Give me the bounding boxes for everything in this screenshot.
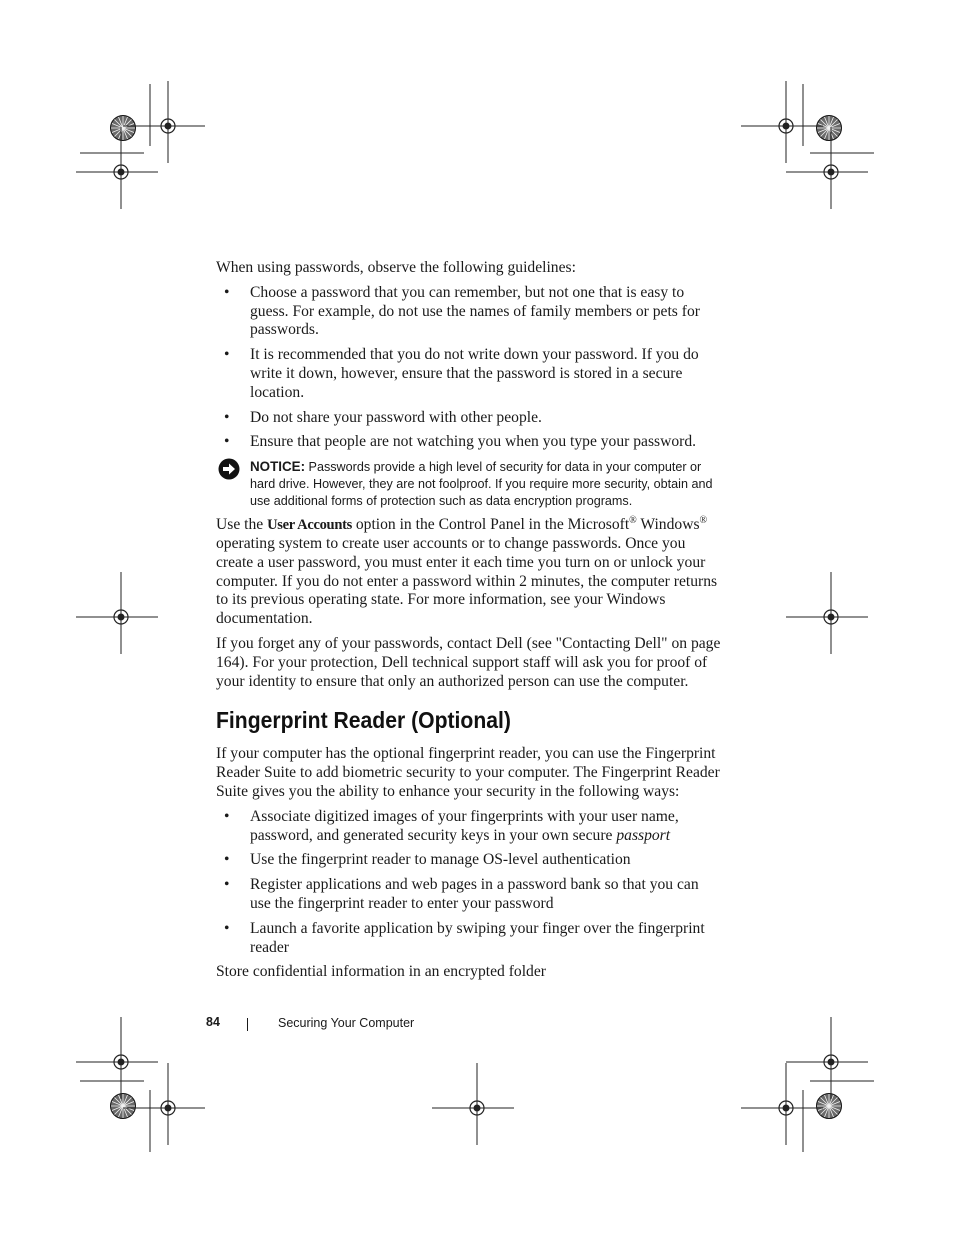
registered-mark: ® (629, 515, 637, 527)
crop-mark-bottom-right (741, 1017, 874, 1152)
list-item (216, 808, 722, 846)
crop-mark-mid-right (786, 572, 868, 654)
chapter-title: Securing Your Computer (278, 1016, 415, 1030)
fingerprint-features-list (216, 808, 722, 958)
registered-mark: ® (699, 515, 708, 527)
list-item: • Register applications and web pages in a password bank so that you can use the fingerprint reader to enter your password (216, 876, 722, 914)
notice-arrow-icon (218, 458, 240, 485)
crop-mark-top-left (76, 81, 205, 209)
text-run: Windows (636, 516, 700, 534)
forgot-password-paragraph: If you forget any of your passwords, contact Dell (see "Contacting Dell" on page 164). For your protection, Dell technical support staff will ask you for proof of your identity to ensure that only an authorized person can use the computer. (216, 634, 721, 690)
list-item: • Use the fingerprint reader to manage OS-level authentication (216, 851, 722, 870)
passport-term: passport (616, 826, 671, 844)
user-accounts-term: User Accounts (267, 517, 352, 534)
text-run: option in the Control Panel in the Microsoft (351, 516, 630, 534)
page-number: 84 (206, 1015, 220, 1029)
notice-label: NOTICE: (250, 459, 306, 475)
user-accounts-paragraph (216, 516, 722, 629)
crop-mark-bottom-center (432, 1063, 514, 1145)
notice-text: Passwords provide a high level of security for data in your computer or hard drive. However, they are not foolproof. If you require more security, obtain and use additional forms of protection such as data encryption programs. (250, 460, 713, 509)
list-item: • Choose a password that you can remember, but not one that is easy to guess. For example, do not use the names of family members or pets for passwords. (216, 284, 722, 340)
crop-mark-bottom-left (76, 1017, 205, 1152)
guidelines-intro: When using passwords, observe the following guidelines: (216, 259, 576, 276)
notice-box (216, 458, 722, 510)
fingerprint-intro: If your computer has the optional fingerprint reader, you can use the Fingerprint Reader Suite to add biometric security to your computer. The Fingerprint Reader Suite gives you the ability to enhance your security in the following ways: (216, 745, 720, 800)
section-heading: Fingerprint Reader (Optional) (216, 707, 511, 734)
footer-divider (247, 1018, 248, 1031)
page-body (216, 259, 722, 988)
encrypted-folder-line: Store confidential information in an encrypted folder (216, 963, 546, 981)
list-item: • It is recommended that you do not write down your password. If you do write it down, however, ensure that the password is stored in a secure location. (216, 346, 722, 402)
text-run: operating system to create user accounts or to change passwords. Once you create a user password, you must enter it each time you turn on or unlock your computer. If you do not enter a password within 2 minutes, the computer returns to its previous operating state. For more information, see your Windows documentation. (216, 534, 718, 628)
text-run: Associate digitized images of your fingerprints with your user name, password, and generated security keys in your own secure (250, 807, 679, 844)
crop-mark-mid-left (76, 572, 158, 654)
page-footer (0, 1015, 954, 1035)
list-item: • Launch a favorite application by swiping your finger over the fingerprint reader (216, 920, 722, 958)
text-run: Use the (216, 516, 268, 534)
password-guidelines-list (216, 284, 722, 452)
list-item: • Ensure that people are not watching you when you type your password. (216, 433, 722, 452)
crop-mark-top-right (741, 81, 874, 209)
list-item: • Do not share your password with other people. (216, 409, 722, 428)
